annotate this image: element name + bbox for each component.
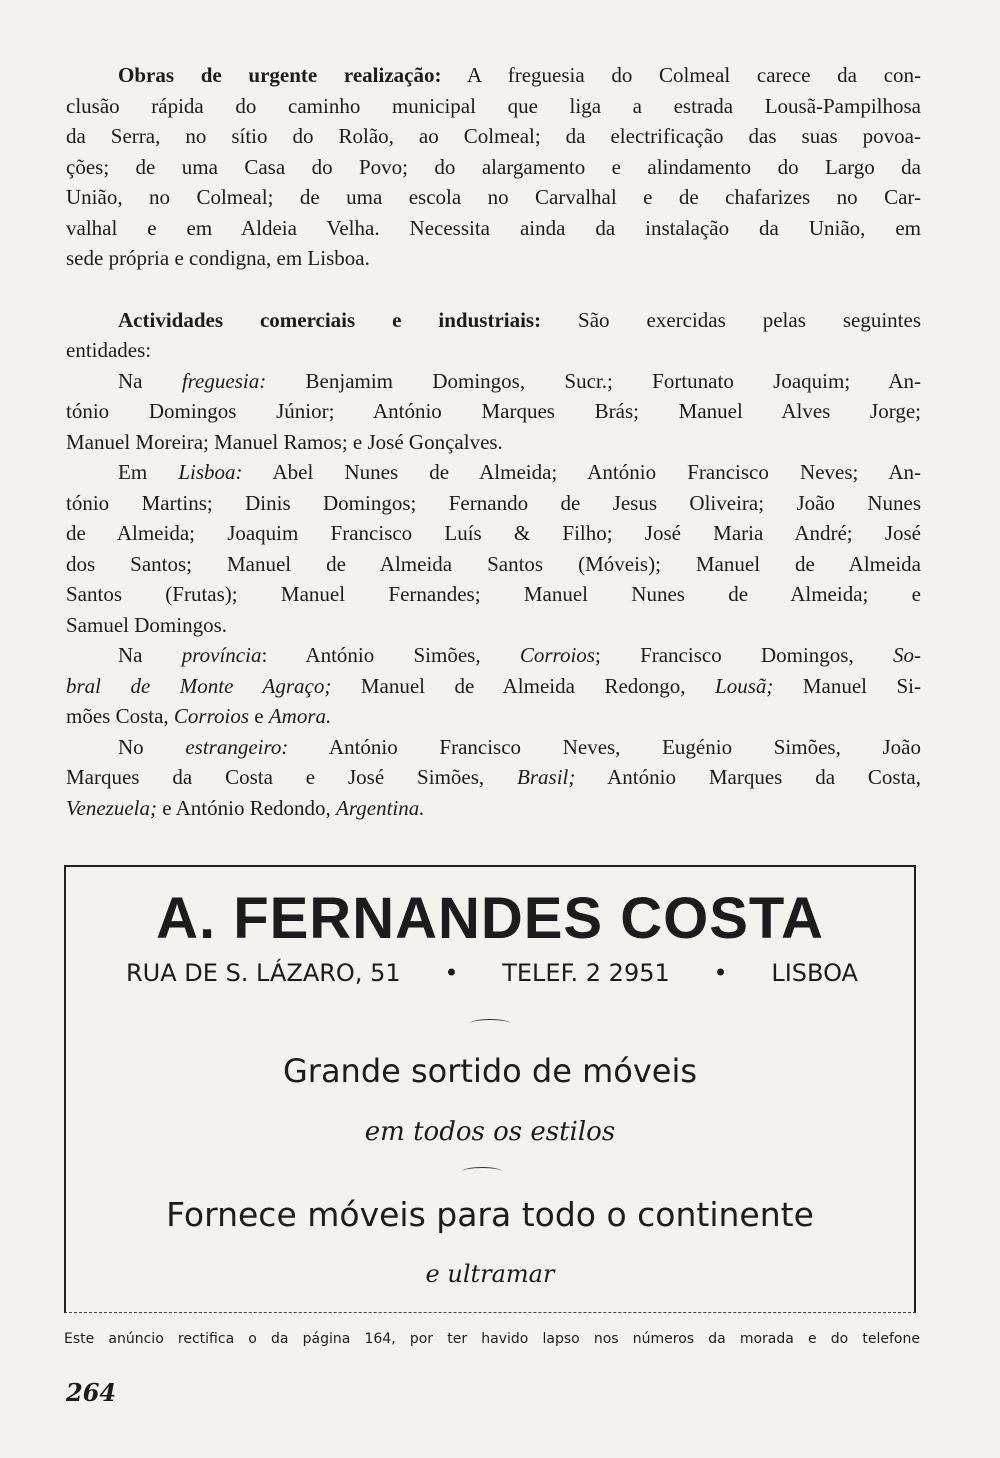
ad-address	[126, 959, 858, 987]
italic-text: Argentina.	[336, 795, 425, 820]
text-segment: e António Redondo,	[156, 795, 337, 820]
text-line	[66, 518, 921, 549]
text-segment: Na	[118, 368, 182, 393]
text-line	[66, 701, 921, 732]
text-line	[66, 366, 921, 397]
italic-text: So-	[893, 643, 921, 667]
text-segment: de Almeida; Joaquim Francisco Luís & Filho; José Maria André; José	[66, 521, 921, 545]
page-number: 264	[66, 1378, 117, 1407]
text-segment: clusão rápida do caminho municipal que liga a estrada Lousã-Pampilhosa	[66, 93, 921, 118]
text-segment: da Serra, no sítio do Rolão, ao Colmeal; da electrificação das suas povoa-	[66, 124, 921, 148]
italic-text: Brasil;	[517, 765, 576, 789]
text-line	[66, 305, 921, 336]
italic-text: Lisboa:	[178, 460, 243, 484]
text-line	[66, 396, 921, 427]
ornament-squiggle	[470, 1019, 510, 1028]
ad-slogan-4: e ultramar	[425, 1260, 555, 1288]
italic-text: Corroios	[173, 704, 250, 728]
ad-street: RUA DE S. LÁZARO, 51	[126, 959, 401, 987]
text-line	[66, 488, 921, 519]
ad-phone: TELEF. 2 2951	[502, 959, 670, 987]
text-segment: e	[249, 704, 269, 728]
text-segment: sede própria e condigna, em Lisboa.	[66, 246, 370, 270]
text-segment: São exercidas pelas seguintes	[541, 307, 921, 332]
text-segment: Manuel Si-	[773, 673, 921, 698]
text-line	[66, 213, 921, 244]
text-segment: Benjamim Domingos, Sucr.; Fortunato Joaquim; An-	[266, 368, 921, 393]
ad-company-name: A. FERNANDES COSTA	[156, 886, 824, 951]
italic-text: Lousã;	[715, 673, 774, 698]
italic-text: Amora.	[268, 704, 332, 728]
text-line	[66, 427, 921, 458]
text-segment: Manuel de Almeida Redongo,	[331, 673, 716, 698]
text-segment: António Francisco Neves, Eugénio Simões, João	[288, 734, 921, 759]
text-segment: No	[118, 734, 186, 759]
spacer	[66, 274, 921, 305]
text-line	[66, 762, 921, 793]
paragraph	[66, 640, 921, 732]
bold-heading: Actividades comerciais e industriais:	[118, 307, 542, 332]
ad-city: LISBOA	[771, 959, 858, 987]
ad-bullet: •	[713, 959, 728, 987]
text-segment: Manuel Moreira; Manuel Ramos; e José Gonçalves.	[66, 429, 503, 454]
text-line	[66, 610, 921, 641]
text-segment: tónio Martins; Dinis Domingos; Fernando de Jesus Oliveira; João Nunes	[66, 490, 921, 515]
paragraph	[66, 60, 921, 274]
footnote: Este anúncio rectifica o da página 164, por ter havido lapso nos números da morada e do telefone	[64, 1331, 920, 1347]
advertisement-box	[64, 865, 916, 1313]
text-line	[66, 121, 921, 152]
text-line	[66, 732, 921, 763]
ad-bullet: •	[444, 959, 459, 987]
italic-text: freguesia:	[181, 368, 267, 393]
italic-text: estrangeiro:	[185, 734, 289, 759]
text-line	[66, 793, 921, 824]
ad-slogan-1: Grande sortido de móveis	[282, 1052, 698, 1090]
ad-slogan-2: em todos os estilos	[364, 1117, 616, 1147]
text-line	[66, 640, 921, 671]
text-segment: Em	[118, 460, 179, 484]
text-line	[66, 91, 921, 122]
text-segment: : António Simões,	[261, 643, 520, 667]
italic-text: província	[181, 643, 262, 667]
text-line	[66, 671, 921, 702]
text-segment: valhal e em Aldeia Velha. Necessita ainda da instalação da União, em	[66, 215, 921, 240]
text-segment: Na	[118, 643, 182, 667]
paragraph	[66, 732, 921, 824]
paragraph	[66, 366, 921, 458]
text-line	[66, 152, 921, 183]
paragraph	[66, 305, 921, 366]
text-line	[66, 549, 921, 580]
text-segment: entidades:	[66, 338, 152, 362]
text-segment: ; Francisco Domingos,	[594, 643, 893, 667]
bold-heading: Obras de urgente realização:	[118, 63, 442, 87]
text-segment: Abel Nunes de Almeida; António Francisco Neves; An-	[242, 460, 921, 484]
text-line	[66, 243, 921, 274]
paragraph	[66, 457, 921, 640]
text-segment: União, no Colmeal; de uma escola no Carvalhal e de chafarizes no Car-	[66, 185, 921, 209]
ad-slogan-3: Fornece móveis para todo o continente	[166, 1195, 814, 1234]
text-segment: A freguesia do Colmeal carece da con-	[441, 63, 921, 87]
text-segment: Santos (Frutas); Manuel Fernandes; Manuel Nunes de Almeida; e	[66, 582, 921, 606]
text-line	[66, 182, 921, 213]
ornament-squiggle	[462, 1167, 502, 1176]
italic-text: Venezuela;	[66, 795, 157, 820]
text-segment: ções; de uma Casa do Povo; do alargamento e alindamento do Largo da	[66, 154, 921, 179]
text-line	[66, 579, 921, 610]
italic-text: Corroios	[519, 643, 595, 667]
text-line	[66, 60, 921, 91]
body-text	[66, 60, 921, 823]
text-line	[66, 335, 921, 366]
text-segment: António Marques da Costa,	[575, 765, 921, 789]
text-segment: tónio Domingos Júnior; António Marques Brás; Manuel Alves Jorge;	[66, 399, 921, 423]
text-line	[66, 457, 921, 488]
text-segment: mões Costa,	[66, 704, 174, 728]
text-segment: Samuel Domingos.	[66, 612, 227, 637]
text-segment: dos Santos; Manuel de Almeida Santos (Móveis); Manuel de Almeida	[66, 551, 921, 576]
italic-text: bral de Monte Agraço;	[66, 673, 332, 698]
text-segment: Marques da Costa e José Simões,	[66, 765, 518, 789]
